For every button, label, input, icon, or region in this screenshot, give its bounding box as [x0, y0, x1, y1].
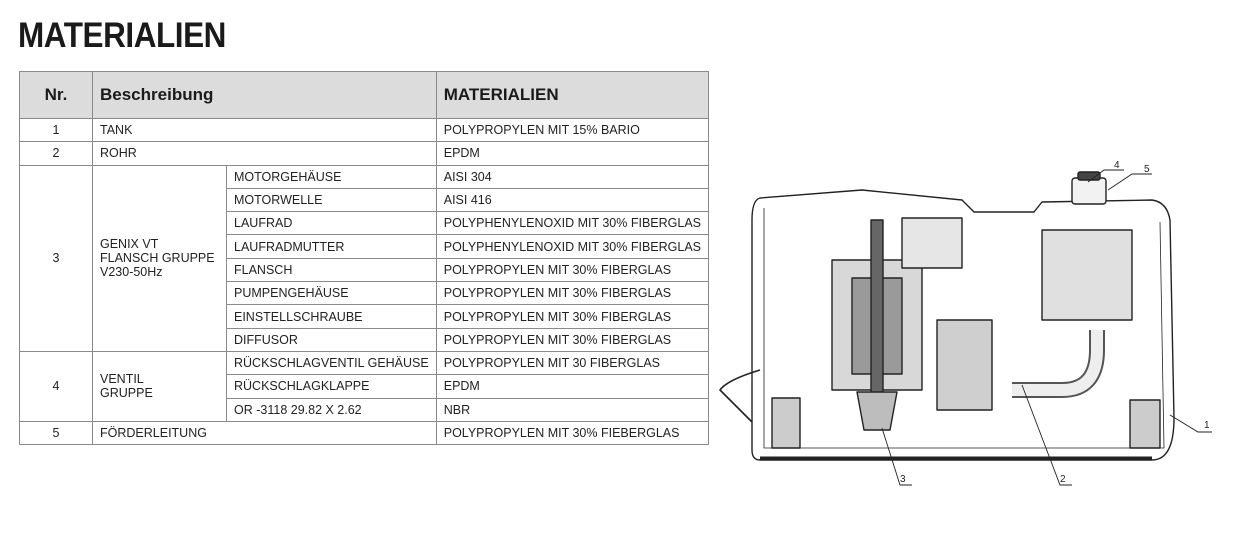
part-material: POLYPROPYLEN MIT 30% FIBERGLAS: [436, 258, 708, 281]
callout-5: 5: [1144, 164, 1150, 175]
row-nr: 1: [20, 119, 93, 142]
row-nr: 2: [20, 142, 93, 165]
part-description: MOTORWELLE: [227, 188, 437, 211]
part-material: NBR: [436, 398, 708, 421]
pump-cross-section-drawing: [712, 160, 1222, 495]
part-description: OR -3118 29.82 X 2.62: [227, 398, 437, 421]
row-nr: 4: [20, 351, 93, 421]
header-material: MATERIALIEN: [436, 72, 708, 119]
row-nr: 5: [20, 421, 93, 444]
group-line: GENIX VT: [100, 237, 159, 252]
callout-4: 4: [1114, 160, 1120, 171]
callout-1: 1: [1204, 420, 1210, 431]
part-description: FLANSCH: [227, 258, 437, 281]
electronics: [902, 218, 962, 268]
right-foot: [1130, 400, 1160, 448]
part-description: LAUFRAD: [227, 212, 437, 235]
top-cap: [1072, 178, 1106, 204]
leader-5: [1108, 174, 1152, 190]
row-description: ROHR: [93, 142, 437, 165]
part-description: PUMPENGEHÄUSE: [227, 282, 437, 305]
part-description: RÜCKSCHLAGVENTIL GEHÄUSE: [227, 351, 437, 374]
page-title: MATERIALIEN: [18, 16, 226, 55]
group-line: GRUPPE: [100, 386, 153, 401]
part-material: POLYPROPYLEN MIT 30% FIBERGLAS: [436, 282, 708, 305]
row-material: POLYPROPYLEN MIT 15% BARIO: [436, 119, 708, 142]
header-nr: Nr.: [20, 72, 93, 119]
motor-shaft: [871, 220, 883, 420]
table-row: [20, 421, 709, 444]
part-description: LAUFRADMUTTER: [227, 235, 437, 258]
part-material: POLYPROPYLEN MIT 30 FIBERGLAS: [436, 351, 708, 374]
table-row: [20, 142, 709, 165]
table-row: [20, 165, 709, 188]
materials-table: [19, 71, 709, 445]
part-material: POLYPHENYLENOXID MIT 30% FIBERGLAS: [436, 235, 708, 258]
table-row: [20, 119, 709, 142]
group-line: FLANSCH GRUPPE: [100, 251, 215, 266]
table-header-row: [20, 72, 709, 119]
header-description: Beschreibung: [93, 72, 437, 119]
callout-2: 2: [1060, 474, 1066, 485]
group-description: [93, 351, 227, 421]
row-description: TANK: [93, 119, 437, 142]
row-material: POLYPROPYLEN MIT 30% FIEBERGLAS: [436, 421, 708, 444]
row-material: EPDM: [436, 142, 708, 165]
row-nr: 3: [20, 165, 93, 351]
part-material: POLYPROPYLEN MIT 30% FIBERGLAS: [436, 328, 708, 351]
part-material: AISI 304: [436, 165, 708, 188]
pipe-inner: [1012, 330, 1097, 390]
part-description: MOTORGEHÄUSE: [227, 165, 437, 188]
group-line: V230-50Hz: [100, 265, 163, 280]
part-material: EPDM: [436, 375, 708, 398]
part-material: POLYPROPYLEN MIT 30% FIBERGLAS: [436, 305, 708, 328]
float-chamber: [1042, 230, 1132, 320]
part-material: AISI 416: [436, 188, 708, 211]
part-description: DIFFUSOR: [227, 328, 437, 351]
left-foot: [772, 398, 800, 448]
impeller: [857, 392, 897, 430]
part-material: POLYPHENYLENOXID MIT 30% FIBERGLAS: [436, 212, 708, 235]
group-line: VENTIL: [100, 372, 144, 387]
row-description: FÖRDERLEITUNG: [93, 421, 437, 444]
cable: [720, 370, 760, 422]
group-description: [93, 165, 227, 351]
leader-2: [1022, 385, 1072, 485]
part-description: RÜCKSCHLAGKLAPPE: [227, 375, 437, 398]
electronics-detail: [937, 320, 992, 410]
part-description: EINSTELLSCHRAUBE: [227, 305, 437, 328]
callout-3: 3: [900, 474, 906, 485]
table-row: [20, 351, 709, 374]
